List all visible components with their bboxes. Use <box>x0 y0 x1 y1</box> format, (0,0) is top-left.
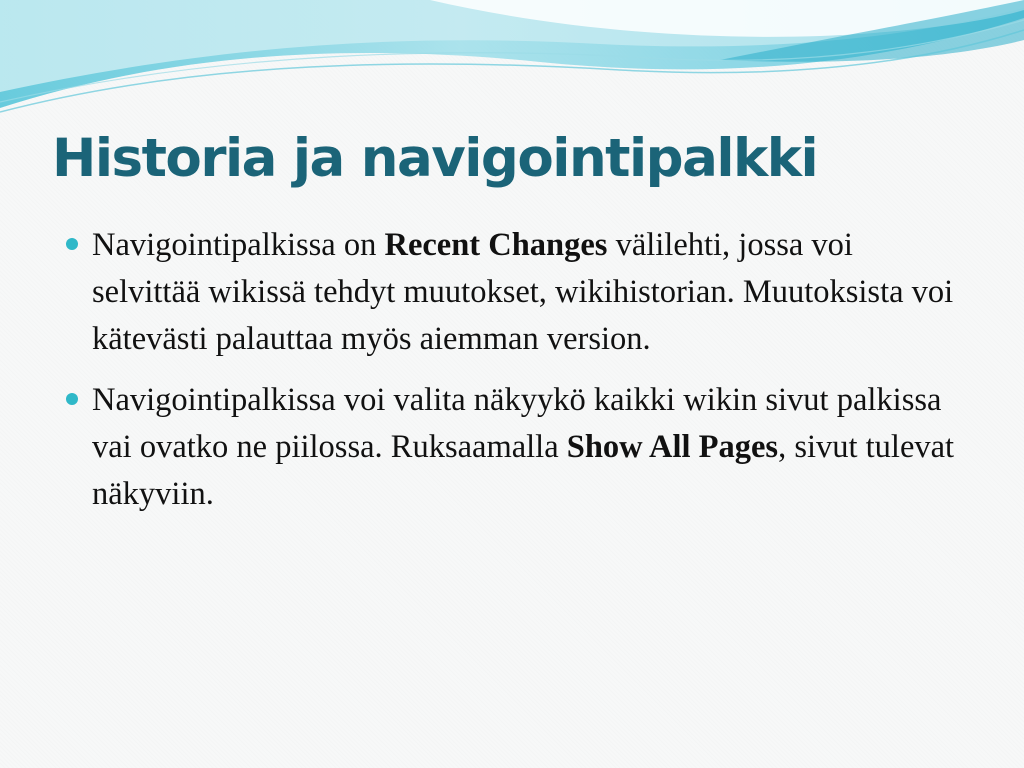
bullet-text: Navigointipalkissa voi valita näkyykö kaikki wikin sivut palkissa vai ovatko ne piilossa. Ruksaamalla <box>92 382 942 465</box>
header-wave-decoration <box>0 0 1024 130</box>
bullet-marker-icon <box>66 238 78 250</box>
bullet-text: , sivut tulevat näkyviin. <box>92 429 955 512</box>
bullet-item-show-all-pages <box>62 377 962 518</box>
bullet-text: välilehti, jossa voi selvittää wikissä tehdyt muutokset, wikihistorian. Muutoksista voi kätevästi palauttaa myös aiemman version. <box>92 227 954 357</box>
bullet-list <box>62 222 962 532</box>
bullet-bold-text: Recent Changes <box>384 227 608 263</box>
bullet-text: Navigointipalkissa on <box>92 227 385 263</box>
slide-title: Historia ja navigointipalkki <box>52 128 818 189</box>
bullet-marker-icon <box>66 393 78 405</box>
bullet-bold-text: Show All Pages <box>566 429 779 465</box>
bullet-item-recent-changes <box>62 222 962 363</box>
